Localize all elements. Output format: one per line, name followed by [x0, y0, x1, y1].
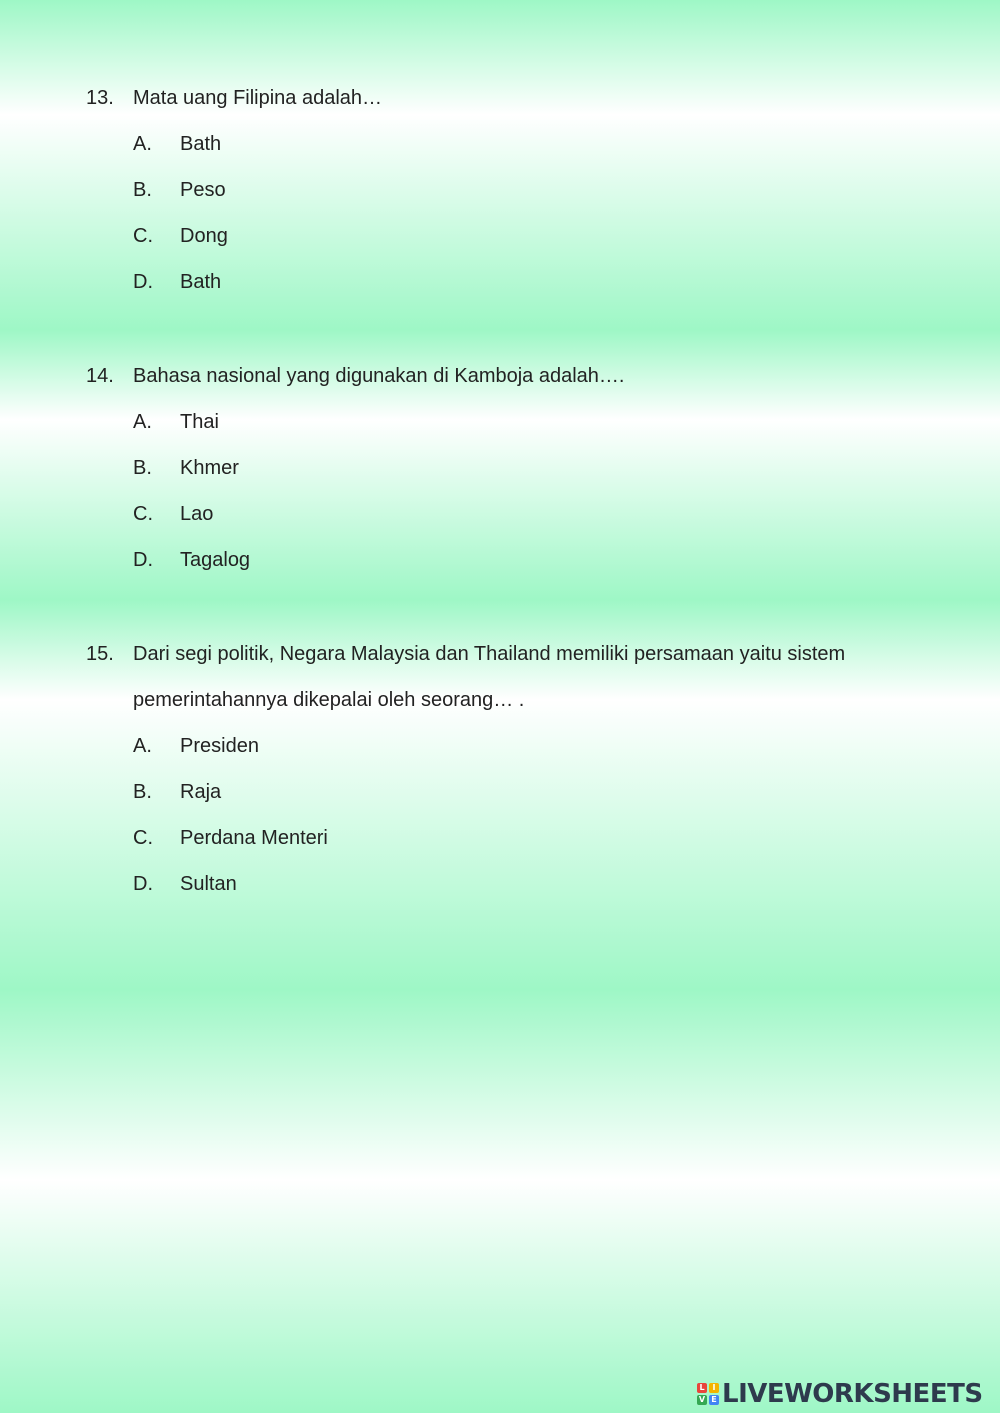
option-text[interactable]: Raja	[180, 781, 222, 803]
question-text-line-2: pemerintahannya dikepalai oleh seorang… .	[133, 689, 525, 711]
option-text[interactable]: Bath	[180, 271, 222, 293]
question-number: 13.	[86, 87, 114, 109]
option-letter: B.	[133, 457, 152, 479]
option-text[interactable]: Dong	[180, 225, 228, 247]
option-text[interactable]: Perdana Menteri	[180, 827, 328, 849]
option-letter: C.	[133, 827, 153, 849]
question-text-line-1: Dari segi politik, Negara Malaysia dan Thailand memiliki persamaan yaitu sistem	[133, 643, 846, 665]
option-letter: A.	[133, 411, 152, 433]
logo-square: I	[709, 1383, 719, 1393]
option-letter: C.	[133, 225, 153, 247]
logo-square: E	[709, 1395, 719, 1405]
liveworksheets-logo	[697, 1380, 983, 1408]
option-letter: A.	[133, 133, 152, 155]
option-letter: C.	[133, 503, 153, 525]
option-text[interactable]: Presiden	[180, 735, 259, 757]
logo-text: LIVEWORKSHEETS	[722, 1379, 983, 1409]
option-text[interactable]: Khmer	[180, 457, 239, 479]
logo-square: V	[698, 1395, 706, 1404]
option-text[interactable]: Peso	[180, 179, 226, 201]
question-text: Bahasa nasional yang digunakan di Kamboja adalah….	[133, 365, 625, 387]
logo-square: L	[697, 1383, 707, 1393]
option-text[interactable]: Bath	[180, 133, 222, 155]
option-letter: B.	[133, 179, 152, 201]
option-text[interactable]: Tagalog	[180, 549, 251, 571]
question-number: 14.	[86, 365, 114, 387]
question-text: Mata uang Filipina adalah…	[133, 87, 383, 109]
option-letter: B.	[133, 781, 152, 803]
option-text[interactable]: Sultan	[180, 873, 237, 895]
option-text[interactable]: Thai	[180, 411, 219, 433]
question-number: 15.	[86, 643, 114, 665]
option-letter: A.	[133, 735, 152, 757]
logo-mark-icon	[697, 1383, 719, 1405]
option-letter: D.	[133, 873, 153, 895]
option-letter: D.	[133, 271, 153, 293]
option-text[interactable]: Lao	[180, 503, 214, 525]
option-letter: D.	[133, 549, 153, 571]
